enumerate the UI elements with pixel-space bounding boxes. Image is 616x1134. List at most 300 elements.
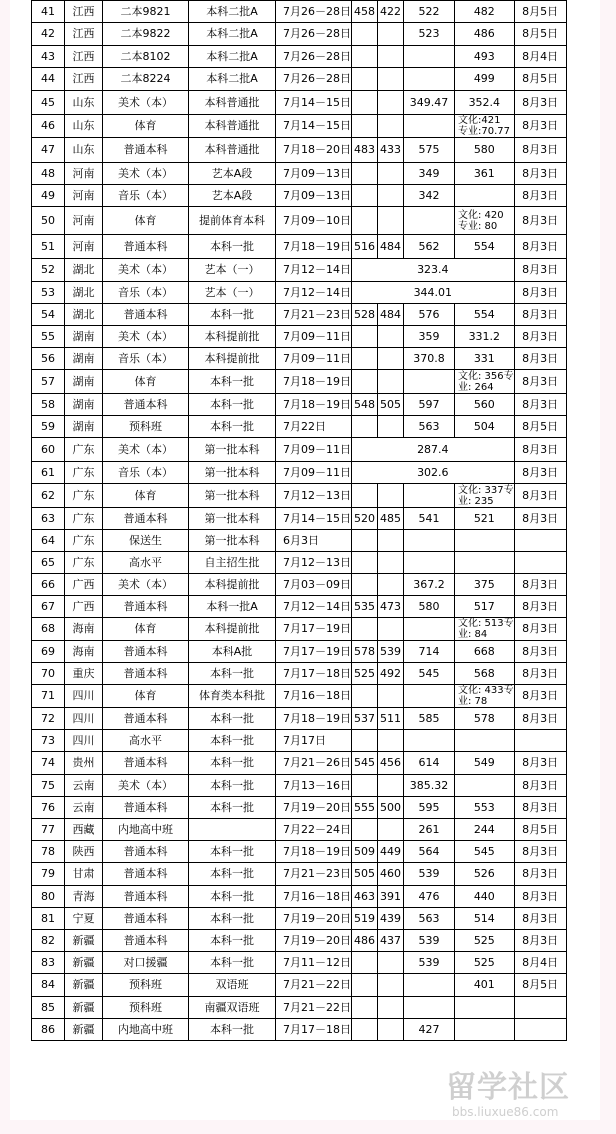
- cell-merged: 323.4: [352, 259, 515, 282]
- cell-batch: 第一批本科: [189, 484, 276, 508]
- cell-batch: 本科二批A: [189, 1, 276, 23]
- cell-no: 68: [32, 618, 65, 641]
- cell-date: 7月26－28日: [276, 23, 352, 46]
- cell-b: [378, 552, 404, 574]
- cell-mail: 8月3日: [514, 663, 566, 685]
- cell-b: [378, 207, 404, 235]
- cell-b: [378, 370, 404, 394]
- cell-type: 普通本科: [103, 596, 189, 618]
- table-row: [32, 819, 567, 841]
- cell-mail: [514, 1019, 566, 1041]
- cell-b: [378, 326, 404, 348]
- cell-batch: 艺本（一）: [189, 282, 276, 304]
- cell-type: 普通本科: [103, 752, 189, 775]
- cell-date: 7月12－14日: [276, 596, 352, 618]
- cell-no: 73: [32, 730, 65, 752]
- cell-a: 509: [352, 841, 378, 863]
- cell-d: 文化: 513专 业: 84: [455, 618, 515, 641]
- table-row: [32, 552, 567, 574]
- cell-a: [352, 207, 378, 235]
- cell-prov: 海南: [65, 641, 103, 663]
- cell-date: 7月19－20日: [276, 930, 352, 952]
- cell-no: 69: [32, 641, 65, 663]
- cell-prov: 甘肃: [65, 863, 103, 886]
- cell-c: 597: [404, 394, 455, 416]
- cell-prov: 湖南: [65, 394, 103, 416]
- cell-prov: 广西: [65, 574, 103, 596]
- cell-b: [378, 530, 404, 552]
- cell-no: 46: [32, 115, 65, 138]
- table-row: [32, 304, 567, 326]
- cell-type: 普通本科: [103, 930, 189, 952]
- table-row: [32, 23, 567, 46]
- cell-no: 65: [32, 552, 65, 574]
- cell-a: [352, 23, 378, 46]
- cell-mail: 8月4日: [514, 46, 566, 68]
- cell-batch: 本科一批: [189, 416, 276, 438]
- table-row: [32, 574, 567, 596]
- cell-merged: 302.6: [352, 462, 515, 484]
- cell-type: 普通本科: [103, 797, 189, 819]
- watermark-logo-text: 留学社区: [446, 1070, 570, 1105]
- cell-d: 331.2: [455, 326, 515, 348]
- cell-b: 500: [378, 797, 404, 819]
- cell-date: 7月12－13日: [276, 552, 352, 574]
- cell-c: 575: [404, 138, 455, 163]
- cell-type: 二本8224: [103, 68, 189, 91]
- cell-prov: 陕西: [65, 841, 103, 863]
- cell-date: 7月19－20日: [276, 908, 352, 930]
- cell-date: 7月14－15日: [276, 91, 352, 115]
- cell-d: 525: [455, 952, 515, 974]
- cell-mail: 8月5日: [514, 974, 566, 997]
- cell-a: [352, 685, 378, 708]
- table-row: [32, 282, 567, 304]
- cell-type: 体育: [103, 618, 189, 641]
- cell-type: 普通本科: [103, 663, 189, 685]
- cell-no: 85: [32, 997, 65, 1019]
- cell-b: [378, 185, 404, 207]
- cell-mail: 8月3日: [514, 930, 566, 952]
- table-row: [32, 997, 567, 1019]
- cell-d: 文化: 356专 业: 264: [455, 370, 515, 394]
- cell-b: [378, 46, 404, 68]
- cell-mail: 8月3日: [514, 235, 566, 259]
- cell-d: 352.4: [455, 91, 515, 115]
- cell-no: 84: [32, 974, 65, 997]
- cell-type: 美术（本）: [103, 438, 189, 462]
- table-row: [32, 708, 567, 730]
- cell-no: 41: [32, 1, 65, 23]
- cell-mail: 8月3日: [514, 708, 566, 730]
- table-row: [32, 730, 567, 752]
- cell-mail: 8月3日: [514, 886, 566, 908]
- cell-prov: 新疆: [65, 974, 103, 997]
- cell-c: 261: [404, 819, 455, 841]
- cell-a: [352, 974, 378, 997]
- cell-c: 714: [404, 641, 455, 663]
- cell-a: [352, 997, 378, 1019]
- cell-no: 78: [32, 841, 65, 863]
- cell-c: [404, 484, 455, 508]
- cell-b: [378, 618, 404, 641]
- cell-no: 64: [32, 530, 65, 552]
- cell-prov: 江西: [65, 23, 103, 46]
- cell-type: 普通本科: [103, 886, 189, 908]
- cell-d: 514: [455, 908, 515, 930]
- cell-a: [352, 552, 378, 574]
- cell-prov: 贵州: [65, 752, 103, 775]
- cell-d: 文化:421 专业:70.77: [455, 115, 515, 138]
- cell-a: [352, 530, 378, 552]
- cell-date: 7月09－11日: [276, 326, 352, 348]
- table-row: [32, 596, 567, 618]
- cell-prov: 云南: [65, 797, 103, 819]
- cell-batch: 艺本（一）: [189, 259, 276, 282]
- table-row: [32, 641, 567, 663]
- cell-type: 普通本科: [103, 138, 189, 163]
- cell-batch: 本科一批: [189, 797, 276, 819]
- cell-d: 526: [455, 863, 515, 886]
- cell-type: 美术（本）: [103, 163, 189, 185]
- cell-batch: 本科一批: [189, 730, 276, 752]
- cell-d: 440: [455, 886, 515, 908]
- table-row: [32, 326, 567, 348]
- cell-type: 普通本科: [103, 841, 189, 863]
- table-row: [32, 46, 567, 68]
- cell-batch: 本科二批A: [189, 46, 276, 68]
- table-row: [32, 974, 567, 997]
- cell-batch: 本科提前批: [189, 348, 276, 370]
- cell-mail: 8月5日: [514, 68, 566, 91]
- cell-prov: 山东: [65, 115, 103, 138]
- cell-type: 普通本科: [103, 863, 189, 886]
- cell-b: 484: [378, 304, 404, 326]
- cell-mail: 8月3日: [514, 484, 566, 508]
- cell-date: 7月17－18日: [276, 1019, 352, 1041]
- cell-d: 521: [455, 508, 515, 530]
- cell-mail: 8月3日: [514, 394, 566, 416]
- cell-c: 595: [404, 797, 455, 819]
- cell-prov: 江西: [65, 68, 103, 91]
- cell-prov: 湖北: [65, 282, 103, 304]
- cell-prov: 西藏: [65, 819, 103, 841]
- cell-b: 433: [378, 138, 404, 163]
- cell-prov: 广东: [65, 438, 103, 462]
- cell-mail: 8月5日: [514, 23, 566, 46]
- cell-a: 483: [352, 138, 378, 163]
- cell-a: 463: [352, 886, 378, 908]
- cell-c: 563: [404, 908, 455, 930]
- cell-batch: 双语班: [189, 974, 276, 997]
- cell-no: 52: [32, 259, 65, 282]
- cell-b: [378, 730, 404, 752]
- cell-a: 458: [352, 1, 378, 23]
- table-row: [32, 908, 567, 930]
- cell-date: 7月12－14日: [276, 259, 352, 282]
- cell-date: 7月09－13日: [276, 185, 352, 207]
- cell-type: 内地高中班: [103, 1019, 189, 1041]
- cell-a: [352, 1019, 378, 1041]
- cell-type: 音乐（本）: [103, 185, 189, 207]
- cell-batch: 本科一批: [189, 886, 276, 908]
- cell-date: 7月18－19日: [276, 370, 352, 394]
- cell-c: 563: [404, 416, 455, 438]
- cell-a: [352, 46, 378, 68]
- cell-c: 476: [404, 886, 455, 908]
- cell-b: [378, 91, 404, 115]
- cell-batch: 第一批本科: [189, 530, 276, 552]
- table-row: [32, 863, 567, 886]
- cell-prov: 四川: [65, 730, 103, 752]
- cell-mail: 8月3日: [514, 91, 566, 115]
- cell-mail: 8月3日: [514, 508, 566, 530]
- cell-mail: 8月3日: [514, 326, 566, 348]
- cell-type: 预科班: [103, 416, 189, 438]
- cell-mail: 8月3日: [514, 185, 566, 207]
- cell-no: 55: [32, 326, 65, 348]
- cell-batch: 本科二批A: [189, 23, 276, 46]
- cell-type: 普通本科: [103, 641, 189, 663]
- cell-date: 7月21－22日: [276, 974, 352, 997]
- cell-prov: 山东: [65, 138, 103, 163]
- cell-c: [404, 46, 455, 68]
- cell-a: [352, 775, 378, 797]
- cell-no: 80: [32, 886, 65, 908]
- cell-batch: 本科一批A: [189, 596, 276, 618]
- cell-d: [455, 185, 515, 207]
- cell-b: 492: [378, 663, 404, 685]
- table-row: [32, 348, 567, 370]
- cell-no: 59: [32, 416, 65, 438]
- cell-prov: 广东: [65, 484, 103, 508]
- table-row: [32, 185, 567, 207]
- cell-batch: 本科一批: [189, 235, 276, 259]
- cell-d: 文化: 420 专业: 80: [455, 207, 515, 235]
- cell-c: [404, 115, 455, 138]
- cell-prov: 新疆: [65, 997, 103, 1019]
- table-row: [32, 952, 567, 974]
- cell-mail: [514, 730, 566, 752]
- cell-type: 美术（本）: [103, 91, 189, 115]
- cell-a: 555: [352, 797, 378, 819]
- cell-b: [378, 68, 404, 91]
- cell-mail: 8月3日: [514, 596, 566, 618]
- cell-a: 528: [352, 304, 378, 326]
- cell-mail: 8月3日: [514, 348, 566, 370]
- cell-batch: 本科普通批: [189, 91, 276, 115]
- cell-type: 体育: [103, 685, 189, 708]
- cell-type: 美术（本）: [103, 259, 189, 282]
- cell-batch: 本科一批: [189, 863, 276, 886]
- cell-batch: 本科普通批: [189, 115, 276, 138]
- cell-c: 585: [404, 708, 455, 730]
- cell-d: 560: [455, 394, 515, 416]
- cell-d: 文化: 337专 业: 235: [455, 484, 515, 508]
- cell-date: 7月26－28日: [276, 1, 352, 23]
- cell-b: 473: [378, 596, 404, 618]
- cell-a: 548: [352, 394, 378, 416]
- cell-b: [378, 1019, 404, 1041]
- cell-b: [378, 819, 404, 841]
- cell-c: 564: [404, 841, 455, 863]
- cell-c: 614: [404, 752, 455, 775]
- cell-no: 43: [32, 46, 65, 68]
- cell-a: [352, 952, 378, 974]
- cell-date: 7月13－16日: [276, 775, 352, 797]
- cell-date: 7月18－19日: [276, 708, 352, 730]
- cell-a: 519: [352, 908, 378, 930]
- cell-no: 75: [32, 775, 65, 797]
- cell-a: [352, 163, 378, 185]
- cell-prov: 新疆: [65, 930, 103, 952]
- cell-prov: 广东: [65, 508, 103, 530]
- cell-mail: 8月4日: [514, 952, 566, 974]
- cell-batch: 本科一批: [189, 952, 276, 974]
- table-row: [32, 752, 567, 775]
- cell-d: 554: [455, 304, 515, 326]
- cell-b: 449: [378, 841, 404, 863]
- cell-a: [352, 416, 378, 438]
- cell-prov: 湖南: [65, 326, 103, 348]
- cell-d: 554: [455, 235, 515, 259]
- cell-c: 349.47: [404, 91, 455, 115]
- cell-batch: 本科提前批: [189, 618, 276, 641]
- table-row: [32, 91, 567, 115]
- cell-type: 高水平: [103, 552, 189, 574]
- cell-d: 553: [455, 797, 515, 819]
- cell-b: 539: [378, 641, 404, 663]
- cell-d: 668: [455, 641, 515, 663]
- cell-prov: 河南: [65, 207, 103, 235]
- cell-prov: 青海: [65, 886, 103, 908]
- cell-b: 391: [378, 886, 404, 908]
- cell-c: 370.8: [404, 348, 455, 370]
- cell-a: [352, 819, 378, 841]
- cell-no: 67: [32, 596, 65, 618]
- cell-prov: 湖北: [65, 304, 103, 326]
- table-row: [32, 394, 567, 416]
- table-row: [32, 1, 567, 23]
- cell-mail: 8月5日: [514, 1, 566, 23]
- cell-batch: 本科一批: [189, 394, 276, 416]
- table-row: [32, 1019, 567, 1041]
- cell-batch: 本科一批: [189, 841, 276, 863]
- cell-c: 580: [404, 596, 455, 618]
- cell-mail: 8月3日: [514, 304, 566, 326]
- cell-prov: 广东: [65, 552, 103, 574]
- table-row: [32, 115, 567, 138]
- cell-no: 76: [32, 797, 65, 819]
- cell-no: 66: [32, 574, 65, 596]
- cell-date: 7月18－19日: [276, 841, 352, 863]
- cell-type: 体育: [103, 207, 189, 235]
- cell-c: 522: [404, 1, 455, 23]
- cell-d: 401: [455, 974, 515, 997]
- cell-no: 56: [32, 348, 65, 370]
- cell-mail: 8月3日: [514, 438, 566, 462]
- cell-date: 7月12－13日: [276, 484, 352, 508]
- cell-d: [455, 1019, 515, 1041]
- cell-batch: 本科一批: [189, 752, 276, 775]
- cell-date: 7月18－20日: [276, 138, 352, 163]
- cell-batch: 本科提前批: [189, 326, 276, 348]
- cell-batch: 本科一批: [189, 663, 276, 685]
- cell-batch: 第一批本科: [189, 462, 276, 484]
- cell-b: [378, 416, 404, 438]
- cell-date: 7月17－19日: [276, 641, 352, 663]
- cell-date: 7月12－14日: [276, 282, 352, 304]
- cell-prov: 河南: [65, 185, 103, 207]
- cell-b: 485: [378, 508, 404, 530]
- cell-a: [352, 348, 378, 370]
- cell-no: 83: [32, 952, 65, 974]
- cell-merged: 344.01: [352, 282, 515, 304]
- cell-b: [378, 952, 404, 974]
- cell-prov: 江西: [65, 46, 103, 68]
- cell-mail: 8月3日: [514, 163, 566, 185]
- cell-type: 二本8102: [103, 46, 189, 68]
- cell-type: 保送生: [103, 530, 189, 552]
- cell-date: 7月11－12日: [276, 952, 352, 974]
- cell-batch: 本科二批A: [189, 68, 276, 91]
- cell-b: [378, 775, 404, 797]
- cell-date: 7月21－22日: [276, 997, 352, 1019]
- cell-mail: 8月3日: [514, 841, 566, 863]
- cell-type: 普通本科: [103, 304, 189, 326]
- table-row: [32, 207, 567, 235]
- cell-prov: 河南: [65, 163, 103, 185]
- cell-a: 545: [352, 752, 378, 775]
- cell-date: 7月18－19日: [276, 394, 352, 416]
- cell-no: 72: [32, 708, 65, 730]
- cell-mail: 8月3日: [514, 863, 566, 886]
- cell-type: 音乐（本）: [103, 282, 189, 304]
- cell-d: 525: [455, 930, 515, 952]
- cell-batch: 本科一批: [189, 908, 276, 930]
- cell-date: 7月18－19日: [276, 235, 352, 259]
- cell-mail: 8月5日: [514, 819, 566, 841]
- cell-c: [404, 730, 455, 752]
- cell-prov: 新疆: [65, 1019, 103, 1041]
- cell-d: [455, 730, 515, 752]
- cell-c: [404, 685, 455, 708]
- cell-mail: [514, 552, 566, 574]
- cell-date: 7月17－18日: [276, 663, 352, 685]
- cell-type: 体育: [103, 370, 189, 394]
- cell-c: 349: [404, 163, 455, 185]
- cell-date: 6月3日: [276, 530, 352, 552]
- cell-type: 普通本科: [103, 508, 189, 530]
- cell-a: 537: [352, 708, 378, 730]
- cell-prov: 湖南: [65, 348, 103, 370]
- table-row: [32, 68, 567, 91]
- cell-prov: 四川: [65, 708, 103, 730]
- cell-type: 美术（本）: [103, 775, 189, 797]
- cell-d: 486: [455, 23, 515, 46]
- cell-no: 63: [32, 508, 65, 530]
- table-row: [32, 886, 567, 908]
- cell-date: 7月21－23日: [276, 304, 352, 326]
- cell-type: 美术（本）: [103, 574, 189, 596]
- cell-batch: 提前体育本科: [189, 207, 276, 235]
- cell-b: 511: [378, 708, 404, 730]
- cell-mail: [514, 997, 566, 1019]
- cell-mail: 8月3日: [514, 618, 566, 641]
- cell-d: 文化: 433专 业: 78: [455, 685, 515, 708]
- cell-prov: 广东: [65, 530, 103, 552]
- cell-no: 82: [32, 930, 65, 952]
